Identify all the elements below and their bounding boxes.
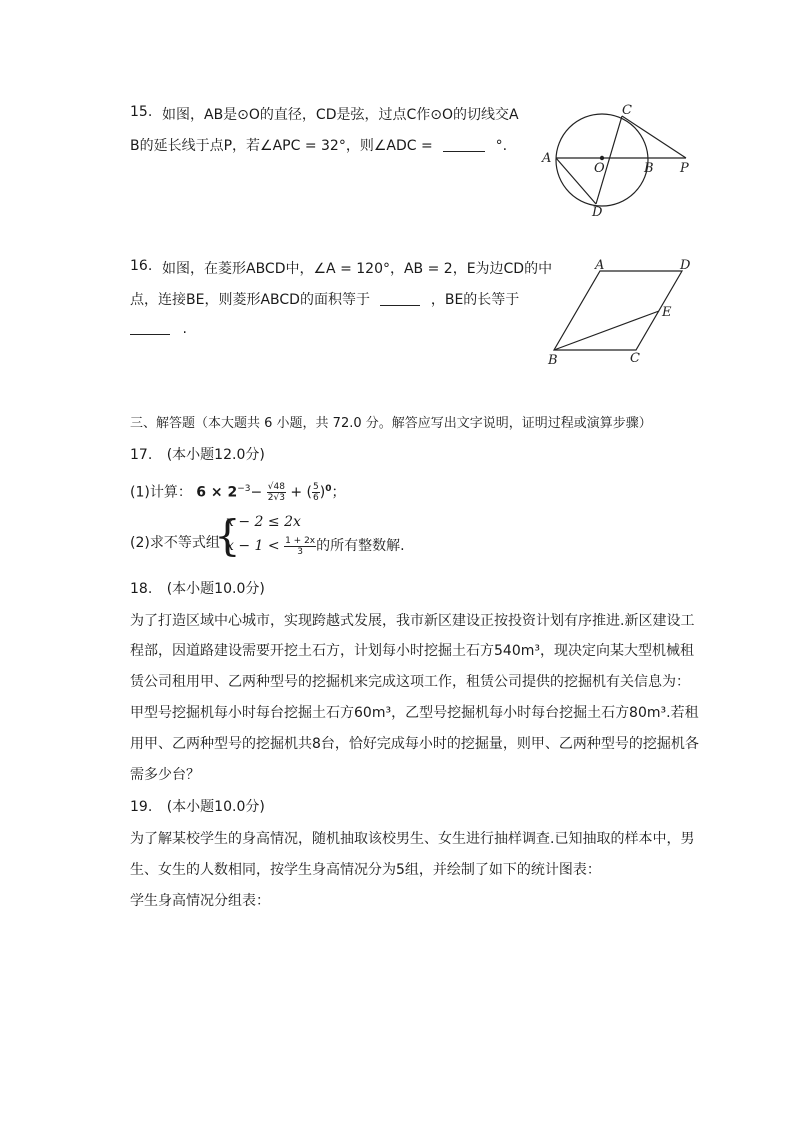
q16-label-a: A — [595, 258, 605, 273]
q18-line-5: 用甲、乙两种型号的挖掘机共8台，恰好完成每小时的挖掘量，则甲、乙两种型号的挖掘机各 — [130, 736, 699, 752]
q18-line-2: 程部，因道路建设需要开挖土石方，计划每小时挖掘土石方540m³，现决定向某大型机械租 — [130, 643, 694, 659]
q16-label-d: D — [680, 258, 691, 273]
q18-number: 18. — [130, 581, 153, 597]
q17-part1-minus: − — [250, 484, 263, 501]
q15-text-line2 — [130, 135, 507, 155]
q17-part1-exp2: 0 — [325, 484, 332, 494]
q16-text-line2b: ，BE的长等于 — [430, 292, 520, 308]
q17-ineq-end: 的所有整数解. — [316, 538, 405, 554]
q17-part1-end: ； — [331, 484, 346, 501]
q17-part1-frac-den: 2√3 — [267, 493, 285, 504]
q17-part1-term1: 6 × 2 — [196, 484, 238, 501]
q17-part1-frac-num: √48 — [267, 482, 285, 493]
q17-part1-plus: + ( — [290, 484, 313, 501]
q18-score: (本小题10.0分) — [166, 581, 265, 597]
q15-answer-blank[interactable] — [443, 137, 485, 152]
q19-number: 19. — [130, 799, 153, 815]
q19-score: (本小题10.0分) — [166, 799, 265, 815]
q19-line-1: 为了解某校学生的身高情况，随机抽取该校男生、女生进行抽样调查.已知抽取的样本中，男 — [130, 831, 695, 847]
q15-label-c: C — [622, 103, 632, 118]
q17-part1-label: (1)计算： — [130, 484, 192, 501]
q17-part2-label: (2)求不等式组 — [130, 535, 220, 551]
q16-text-line2a: 点，连接BE，则菱形ABCD的面积等于 — [130, 292, 370, 308]
q18-line-1: 为了打造区域中心城市，实现跨越式发展，我市新区建设正按投资计划有序推进.新区建设工 — [130, 613, 695, 629]
q19-line-3: 学生身高情况分组表： — [130, 893, 270, 909]
q17-part1-exp: −3 — [237, 484, 251, 494]
q18-line-3: 赁公司租用甲、乙两种型号的挖掘机来完成这项工作，租赁公司提供的挖掘机有关信息为： — [130, 674, 690, 690]
q17-score: (本小题12.0分) — [166, 447, 265, 463]
q17-ineq-frac-num: 1 + 2x — [285, 535, 316, 546]
q15-label-p: P — [680, 161, 689, 176]
q15-number: 15. — [130, 104, 153, 120]
q17-brace: { — [214, 511, 241, 560]
q16-text-line1: 如图，在菱形ABCD中，∠A = 120°，AB = 2，E为边CD的中 — [162, 261, 553, 277]
q18-line-6: 需多少台？ — [130, 767, 200, 783]
q16-rhombus-figure — [540, 254, 700, 370]
q19-header — [130, 796, 265, 816]
q16-label-c: C — [630, 351, 640, 366]
q15-label-b: B — [644, 161, 654, 176]
q16-text-line3-period: . — [182, 321, 187, 337]
q17-part1-frac2-num: 5 — [313, 482, 319, 493]
q15-chord-cd — [596, 116, 622, 204]
q16-label-b: B — [548, 353, 558, 368]
q17-ineq-row1-text: x − 2 ≤ 2x — [226, 514, 301, 530]
q17-part1-fraction — [267, 482, 286, 503]
q18-line-4: 甲型号挖掘机每小时每台挖掘土石方60m³，乙型号挖掘机每小时每台挖掘土石方80m³.若租 — [130, 705, 699, 721]
q17-header — [130, 444, 265, 464]
q16-number: 16. — [130, 258, 153, 274]
q15-text-line2b: °. — [495, 138, 508, 154]
q15-center-dot — [600, 156, 604, 160]
q19-line-2: 生、女生的人数相同，按学生身高情况分为5组，并绘制了如下的统计图表： — [130, 862, 601, 878]
q17-number: 17. — [130, 447, 153, 463]
q15-tangent-cp — [622, 116, 686, 158]
q17-part1 — [130, 474, 346, 504]
q15-label-o: O — [594, 161, 605, 176]
q15-label-a: A — [542, 151, 552, 166]
q15-segment-ad — [556, 158, 596, 204]
q16-area-blank[interactable] — [380, 291, 420, 306]
q15-text-line2a: B的延长线于点P，若∠APC = 32°，则∠ADC = — [130, 138, 433, 154]
q16-text-line3 — [130, 320, 187, 337]
q16-label-e: E — [662, 305, 672, 320]
q17-ineq-row2-text: x − 1 < — [226, 538, 280, 554]
q17-part1-close: ) — [319, 484, 326, 501]
q15-circle-figure — [536, 100, 696, 222]
q15-text-line1: 如图，AB是⊙O的直径，CD是弦，过点C作⊙O的切线交A — [162, 107, 519, 123]
q17-part1-frac2-den: 6 — [313, 493, 319, 504]
q16-be-blank[interactable] — [130, 320, 170, 335]
q17-ineq-row1 — [226, 514, 301, 530]
q18-header — [130, 578, 265, 598]
section3-title: 三、解答题（本大题共 6 小题，共 72.0 分。解答应写出文字说明，证明过程或演算步骤） — [130, 416, 652, 431]
q17-part1-fraction2 — [312, 482, 320, 503]
q17-ineq-row2 — [226, 534, 405, 558]
q17-ineq-frac-den: 3 — [297, 546, 303, 557]
q17-ineq-fraction — [284, 536, 316, 557]
q16-text-line2 — [130, 289, 519, 309]
q16-segment-be — [554, 311, 659, 350]
q15-label-d: D — [592, 205, 603, 220]
